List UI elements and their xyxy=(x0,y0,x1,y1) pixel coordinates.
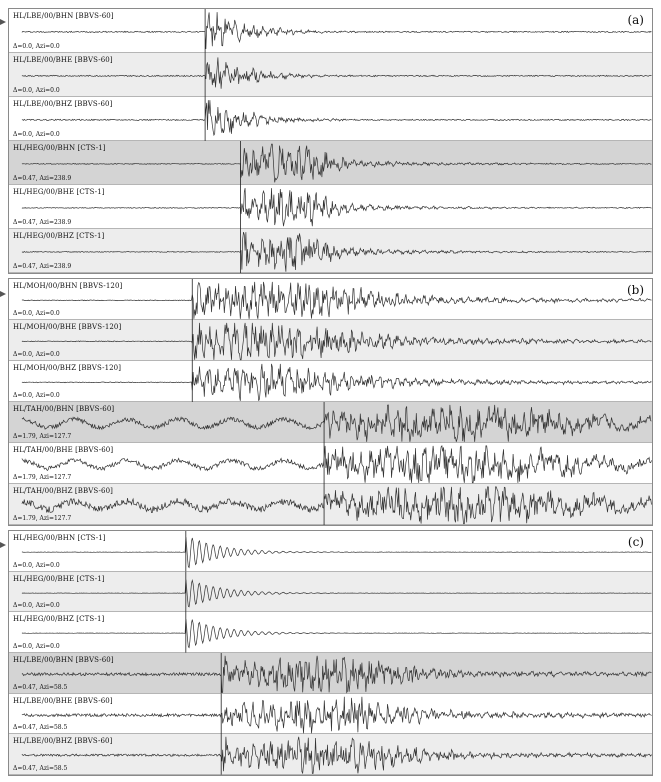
trace-channel-label: HL/HEG/00/BHE [CTS-1] xyxy=(13,574,105,583)
trace-channel-label: HL/LBE/00/BHZ [BBVS-60] xyxy=(13,737,113,746)
trace-channel-label: HL/HEG/00/BHN [CTS-1] xyxy=(13,144,106,152)
trace-row[interactable] xyxy=(9,141,652,185)
trace-distance-azimuth: Δ=0.0, Azi=0.0 xyxy=(13,310,60,317)
trace-distance-azimuth: Δ=0.47, Azi=238.9 xyxy=(13,175,72,182)
waveform-line xyxy=(22,656,652,693)
waveform-line xyxy=(22,144,652,182)
trace-row[interactable] xyxy=(9,694,652,735)
waveform-line xyxy=(22,232,652,272)
trace-channel-label: HL/TAH/00/BHZ [BBVS-60] xyxy=(13,487,113,495)
trace-distance-azimuth: Δ=0.0, Azi=0.0 xyxy=(13,561,60,569)
trace-channel-label: HL/MOH/00/BHZ [BBVS-120] xyxy=(13,364,122,372)
trace-distance-azimuth: Δ=0.0, Azi=0.0 xyxy=(13,392,60,399)
trace-channel-label: HL/HEG/00/BHZ [CTS-1] xyxy=(13,232,105,240)
trace-channel-label: HL/HEG/00/BHZ [CTS-1] xyxy=(13,615,105,624)
trace-distance-azimuth: Δ=1.79, Azi=127.7 xyxy=(13,474,72,481)
trace-row[interactable] xyxy=(9,734,652,775)
trace-distance-azimuth: Δ=0.0, Azi=0.0 xyxy=(13,642,60,650)
trace-distance-azimuth: Δ=0.0, Azi=0.0 xyxy=(13,131,60,138)
waveform-trace xyxy=(9,185,652,229)
waveform-line xyxy=(22,537,652,567)
trace-row[interactable] xyxy=(9,97,652,141)
trace-channel-label: HL/LBE/00/BHN [BBVS-60] xyxy=(13,656,114,664)
trace-row[interactable] xyxy=(9,229,652,273)
waveform-line xyxy=(22,487,652,524)
trace-row[interactable] xyxy=(9,402,652,443)
trace-channel-label: HL/MOH/00/BHE [BBVS-120] xyxy=(13,323,122,331)
trace-distance-azimuth: Δ=0.47, Azi=58.5 xyxy=(13,724,68,732)
trace-distance-azimuth: Δ=0.0, Azi=0.0 xyxy=(13,87,60,94)
trace-distance-azimuth: Δ=0.47, Azi=238.9 xyxy=(13,219,72,226)
waveform-line xyxy=(22,619,652,648)
trace-row[interactable] xyxy=(9,531,652,572)
trace-row[interactable] xyxy=(9,484,652,525)
waveform-trace xyxy=(9,229,652,273)
trace-row[interactable] xyxy=(9,572,652,613)
trace-row[interactable] xyxy=(9,9,652,53)
trace-row[interactable] xyxy=(9,443,652,484)
trace-distance-azimuth: Δ=0.47, Azi=58.5 xyxy=(13,683,68,691)
trace-channel-label: HL/HEG/00/BHN [CTS-1] xyxy=(13,534,106,542)
trace-channel-label: HL/LBE/00/BHZ [BBVS-60] xyxy=(13,100,113,108)
waveform-line xyxy=(22,188,652,226)
panel-letter: (a) xyxy=(627,13,644,27)
waveform-line xyxy=(22,696,652,733)
panel-letter: (b) xyxy=(626,283,644,297)
waveform-line xyxy=(22,100,652,135)
waveform-line xyxy=(22,579,652,606)
waveform-line xyxy=(22,446,652,483)
trace-row[interactable] xyxy=(9,612,652,653)
trace-channel-label: HL/LBE/00/BHN [BBVS-60] xyxy=(13,12,114,20)
waveform-line xyxy=(22,405,652,442)
waveform-line xyxy=(22,12,652,49)
trace-row[interactable] xyxy=(9,653,652,694)
trace-row[interactable] xyxy=(9,361,652,402)
waveform-trace xyxy=(9,572,652,613)
trace-channel-label: HL/MOH/00/BHN [BBVS-120] xyxy=(13,282,123,290)
seismogram-panel-b xyxy=(8,278,653,526)
trace-distance-azimuth: Δ=0.0, Azi=0.0 xyxy=(13,351,60,358)
collapse-arrow-icon[interactable] xyxy=(0,533,6,539)
trace-row[interactable] xyxy=(9,320,652,361)
trace-distance-azimuth: Δ=0.47, Azi=238.9 xyxy=(13,263,72,270)
collapse-arrow-icon[interactable] xyxy=(0,10,6,16)
trace-row[interactable] xyxy=(9,279,652,320)
trace-channel-label: HL/TAH/00/BHE [BBVS-60] xyxy=(13,446,114,454)
trace-row[interactable] xyxy=(9,53,652,97)
trace-distance-azimuth: Δ=0.0, Azi=0.0 xyxy=(13,43,60,50)
seismogram-panel-c xyxy=(8,530,653,776)
waveform-trace xyxy=(9,612,652,653)
trace-distance-azimuth: Δ=1.79, Azi=127.7 xyxy=(13,515,72,522)
trace-row[interactable] xyxy=(9,185,652,229)
trace-channel-label: HL/TAH/00/BHN [BBVS-60] xyxy=(13,405,115,413)
trace-channel-label: HL/LBE/00/BHE [BBVS-60] xyxy=(13,696,113,705)
panel-letter: (c) xyxy=(627,535,644,549)
trace-distance-azimuth: Δ=0.0, Azi=0.0 xyxy=(13,602,60,610)
waveform-line xyxy=(22,737,652,774)
trace-channel-label: HL/HEG/00/BHE [CTS-1] xyxy=(13,188,105,196)
trace-distance-azimuth: Δ=1.79, Azi=127.7 xyxy=(13,433,72,440)
trace-channel-label: HL/LBE/00/BHE [BBVS-60] xyxy=(13,56,113,64)
seismogram-panel-a xyxy=(8,8,653,274)
trace-distance-azimuth: Δ=0.47, Azi=58.5 xyxy=(13,764,68,772)
collapse-arrow-icon[interactable] xyxy=(0,282,6,288)
waveform-line xyxy=(22,57,652,88)
